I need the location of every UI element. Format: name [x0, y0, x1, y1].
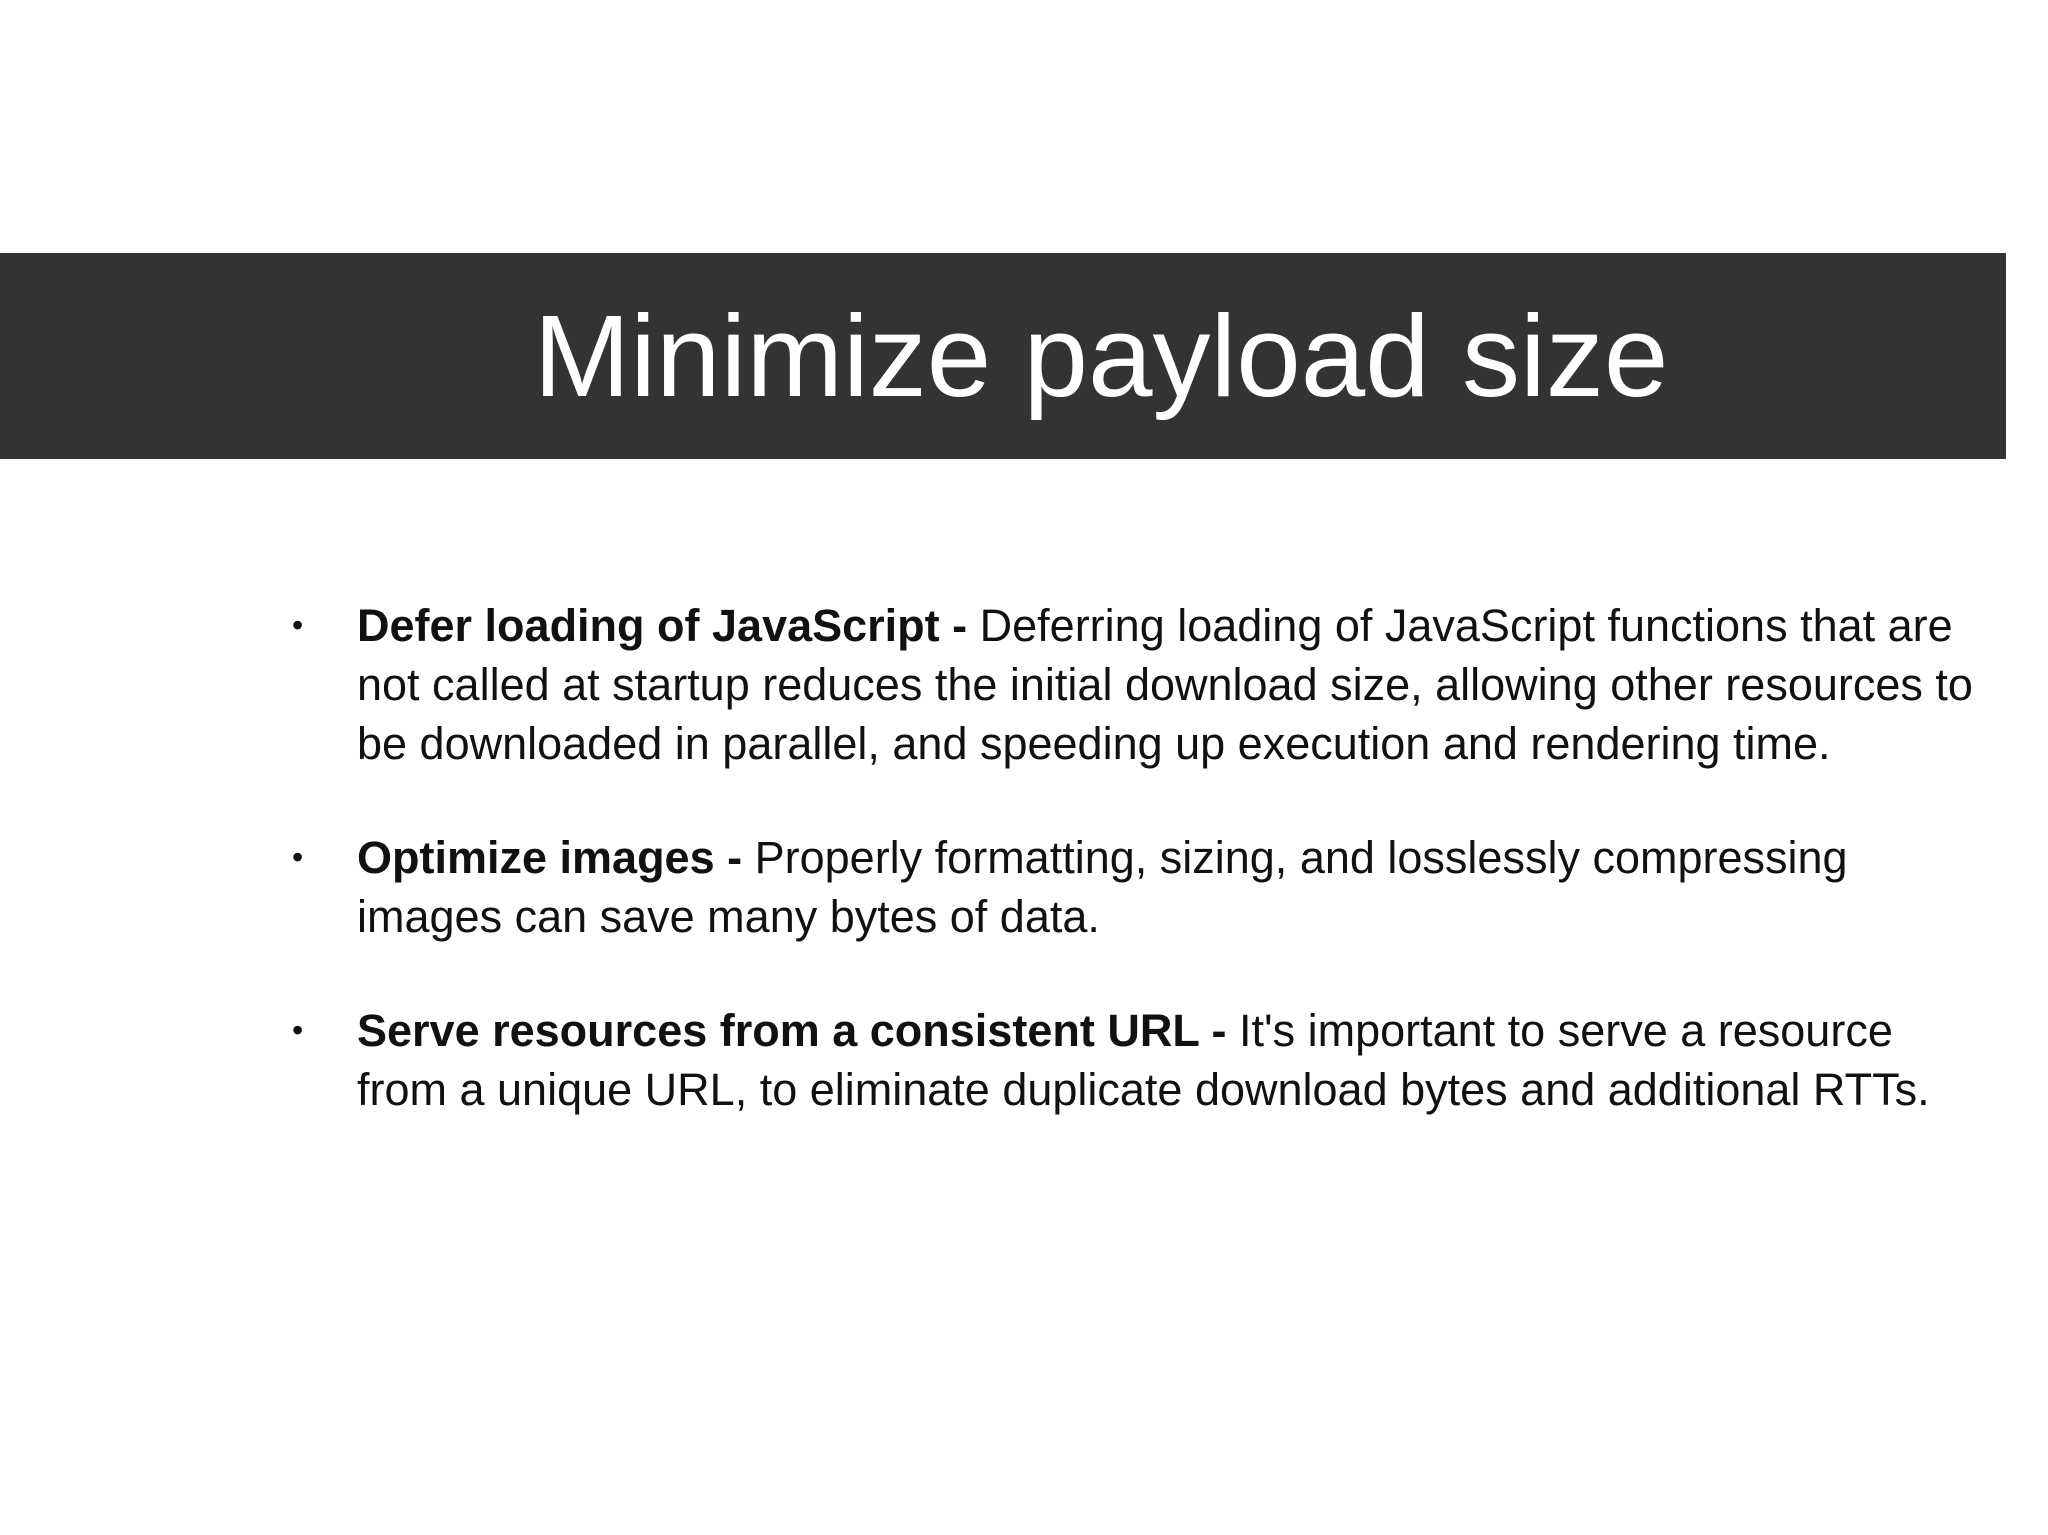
- bullet-heading: Defer loading of JavaScript -: [357, 600, 980, 651]
- bullet-text: Deferring loading of JavaScript functions that are not called at startup reduces the initial download size, allowing other resources to be downloaded in parallel, and speeding up execution and rendering time.: [357, 600, 1973, 769]
- bullet-list: [292, 596, 1982, 1174]
- bullet-item-defer-javascript: [292, 596, 1982, 773]
- slide-title: Minimize payload size: [533, 291, 1669, 421]
- bullet-heading: Optimize images -: [357, 832, 755, 883]
- bullet-item-optimize-images: [292, 828, 1982, 946]
- bullet-item-consistent-url: [292, 1001, 1982, 1119]
- title-bar: [0, 253, 2006, 459]
- bullet-icon: •: [292, 839, 304, 875]
- bullet-text: It's important to serve a resource from a unique URL, to eliminate duplicate download bytes and additional RTTs.: [357, 1005, 1930, 1115]
- bullet-heading: Serve resources from a consistent URL -: [357, 1005, 1239, 1056]
- bullet-text: Properly formatting, sizing, and losslessly compressing images can save many bytes of data.: [357, 832, 1848, 942]
- bullet-icon: •: [292, 1012, 304, 1048]
- bullet-icon: •: [292, 607, 304, 643]
